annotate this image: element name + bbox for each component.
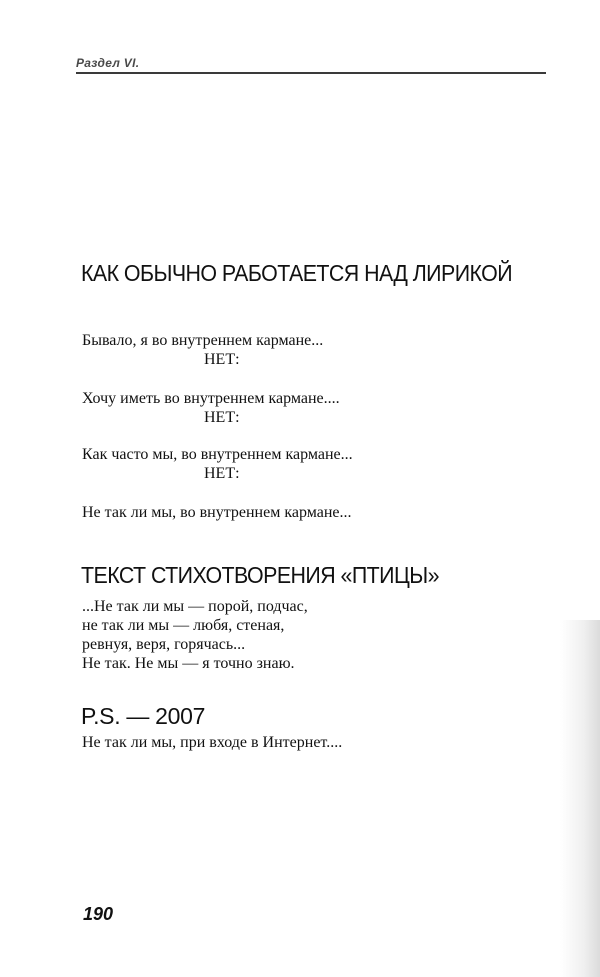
main-heading: КАК ОБЫЧНО РАБОТАЕТСЯ НАД ЛИРИКОЙ (81, 260, 513, 286)
poem-heading: ТЕКСТ СТИХОТВОРЕНИЯ «ПТИЦЫ» (81, 562, 439, 588)
header-rule (76, 72, 546, 74)
draft-line-1: Бывало, я во внутреннем кармане... (82, 332, 324, 349)
poem-line-4: Не так. Не мы — я точно знаю. (82, 655, 295, 672)
poem-line-2: не так ли мы — любя, стеная, (82, 617, 285, 634)
ps-heading: P.S. — 2007 (81, 703, 206, 729)
draft-mark-3: НЕТ: (204, 465, 240, 482)
draft-mark-2: НЕТ: (204, 409, 240, 426)
poem-line-3: ревнуя, веря, горячась... (82, 636, 246, 653)
running-head: Раздел VI. (76, 56, 140, 70)
draft-mark-1: НЕТ: (204, 351, 240, 368)
draft-line-4: Не так ли мы, во внутреннем кармане... (82, 504, 352, 521)
poem-line-1: ...Не так ли мы — порой, подчас, (82, 598, 308, 615)
page-edge-shadow (560, 620, 600, 977)
page-number: 190 (83, 904, 114, 924)
ps-line: Не так ли мы, при входе в Интернет.... (82, 734, 343, 751)
draft-line-2: Хочу иметь во внутреннем кармане.... (82, 390, 340, 407)
draft-line-3: Как часто мы, во внутреннем кармане... (82, 446, 353, 463)
